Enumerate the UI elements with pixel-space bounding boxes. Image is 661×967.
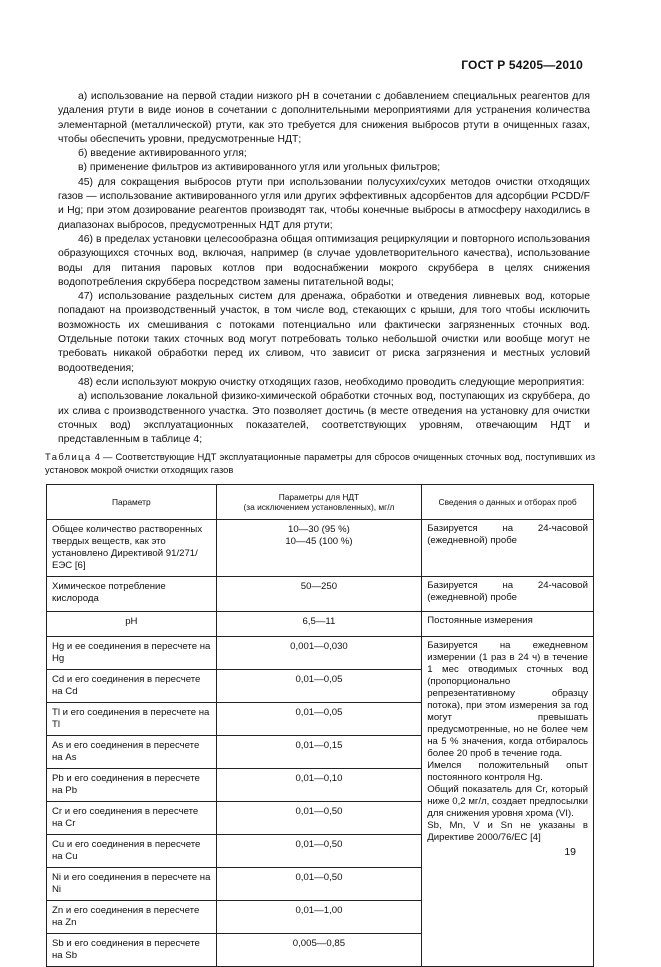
document-code: ГОСТ Р 54205—2010 [461, 58, 583, 72]
cell-value: 0,01—0,10 [216, 769, 422, 802]
table-row [47, 520, 594, 577]
value-line: 6,5—11 [302, 616, 336, 627]
cell-value: 0,01—0,05 [216, 670, 422, 703]
paragraph: в) применение фильтров из активированного угля или угольных фильтров; [78, 162, 441, 174]
paragraph: 45) для сокращения выбросов ртути при использовании полусухих/сухих методов очистки отходящих газов — использование активированного угля или других эффективных адсорбентов для адсорбции PCDD/F и Hg; при этом дозирование реагентов производят так, чтобы конечные выбросы в атмосферу находились в диапазонах выбросов, предусмотренных НДТ для ртути; [58, 176, 590, 231]
cell-value: 0,005—0,85 [216, 934, 422, 967]
cell-metals-note [422, 637, 594, 967]
table-row [47, 612, 594, 637]
paragraph: 47) использование раздельных систем для дренажа, обработки и отведения ливневых вод, которые попадают на производственный участок, в том числе вод, стекающих с крыши, для того чтобы исключить возможность их смешивания с потоками потенциально или фактически загрязненных сточных вод. Отдельные потоки таких сточных вод могут потребовать только небольшой очистки или вообще могут не требовать никакой обработки перед их сливом, что зависит от риска загрязнения и местных условий водоотведения; [58, 291, 590, 374]
header-limits-line: (за исключением установленных), мг/л [243, 502, 395, 512]
cell-parameter: Zn и его соединения в пересчете на Zn [47, 901, 217, 934]
paragraph: а) использование локальной физико-химической обработки сточных вод, поступающих из скруббера, до их слива с производственного участка. Это позволяет достичь (в месте отведения на установку для очистки сточных вод) эксплуатационных показателей, соответствующих уровням, отвечающим НДТ и представленным в таблице 4; [58, 391, 590, 446]
cell-parameter: Общее количество растворенных твердых веществ, как это установлено Директивой 91/271/ЕЭС [6] [47, 520, 217, 577]
table-row [47, 637, 594, 670]
cell-value: 0,01—1,00 [216, 901, 422, 934]
value-line: 10—45 (100 %) [285, 536, 353, 547]
paragraph: 46) в пределах установки целесообразна общая оптимизация рециркуляции и повторного использования образующихся сточных вод, включая, например (в случае удовлетворительного качества), использование воды для питания паровых котлов при водоснабжении мокрого скруббера в целях снижения водопотребления скруббера посредством замены питательной воды; [58, 233, 590, 288]
cell-parameter: Cu и его соединения в пересчете на Cu [47, 835, 217, 868]
table-caption [45, 451, 595, 476]
cell-parameter: As и его соединения в пересчете на As [47, 736, 217, 769]
cell-info: Базируется на 24-часовой (ежедневной) пробе [422, 520, 594, 577]
note-line: Базируется на ежедневном измерении (1 раз в 24 ч) в течение 1 мес отводимых сточных вод (пропорционально репрезентативному образцу потока), при этом измерения за год могут превышать предусмотренные, но не более чем на 5 % значения, когда отбиралось более 20 проб в течение года. [427, 640, 588, 759]
cell-parameter: Ni и его соединения в пересчете на Ni [47, 868, 217, 901]
header-parameter: Параметр [47, 485, 217, 520]
paragraph: 48) если используют мокрую очистку отходящих газов, необходимо проводить следующие мероприятия: [78, 376, 585, 388]
value-line: 50—250 [300, 581, 338, 592]
cell-info: Базируется на 24-часовой (ежедневной) пробе [422, 577, 594, 612]
paragraph: б) введение активированного угля; [78, 148, 247, 160]
cell-info: Постоянные измерения [422, 612, 594, 637]
header-limits [216, 485, 422, 520]
body-text [58, 90, 590, 447]
cell-parameter: Hg и ее соединения в пересчете на Hg [47, 637, 217, 670]
cell-value [216, 577, 422, 612]
cell-parameter: Pb и его соединения в пересчете на Pb [47, 769, 217, 802]
value-line: 10—30 (95 %) [288, 524, 350, 535]
header-limits-line: Параметры для НДТ [278, 491, 360, 502]
header-info: Сведения о данных и отборах проб [422, 485, 594, 520]
table-header-row [47, 485, 594, 520]
note-line: Sb, Mn, V и Sn не указаны в Директиве 2000/76/ЕС [4] [427, 820, 588, 843]
cell-value: 0,01—0,50 [216, 835, 422, 868]
cell-parameter: Cd и его соединения в пересчете на Cd [47, 670, 217, 703]
page-number: 19 [564, 846, 576, 858]
note-line: Общий показатель для Cr, который ниже 0,2 мг/л, создает предпосылки для снижения уровня хрома (VI). [427, 784, 588, 819]
table-row [47, 577, 594, 612]
paragraph: а) использование на первой стадии низкого pH в сочетании с добавлением специальных реагентов для удаления ртути в виде ионов в сочетании с дополнительными мероприятиями для устранения количества элементарной (металлической) ртути, как это требуется для снижения выбросов ртути в очищенных газах, чтобы обеспечить уровни, предусмотренные НДТ; [58, 91, 590, 145]
cell-value [216, 612, 422, 637]
cell-value [216, 520, 422, 577]
cell-value: 0,001—0,030 [216, 637, 422, 670]
cell-value: 0,01—0,50 [216, 802, 422, 835]
cell-parameter: Химическое потребление кислорода [47, 577, 217, 612]
note-line: Имелся положительный опыт постоянного контроля Hg. [427, 760, 588, 783]
cell-value: 0,01—0,05 [216, 703, 422, 736]
cell-value: 0,01—0,50 [216, 868, 422, 901]
cell-parameter: Cr и его соединения в пересчете на Cr [47, 802, 217, 835]
cell-parameter: Sb и его соединения в пересчете на Sb [47, 934, 217, 967]
ndt-parameters-table [46, 484, 594, 967]
table-caption-text: 4 — Соответствующие НДТ эксплуатационные параметры для сбросов очищенных сточных вод, поступивших из установок мокрой очистки отходящих газов [45, 451, 595, 475]
cell-parameter: pH [47, 612, 217, 637]
table-caption-word: Таблица [45, 451, 92, 462]
cell-parameter: Tl и его соединения в пересчете на Tl [47, 703, 217, 736]
cell-value: 0,01—0,15 [216, 736, 422, 769]
